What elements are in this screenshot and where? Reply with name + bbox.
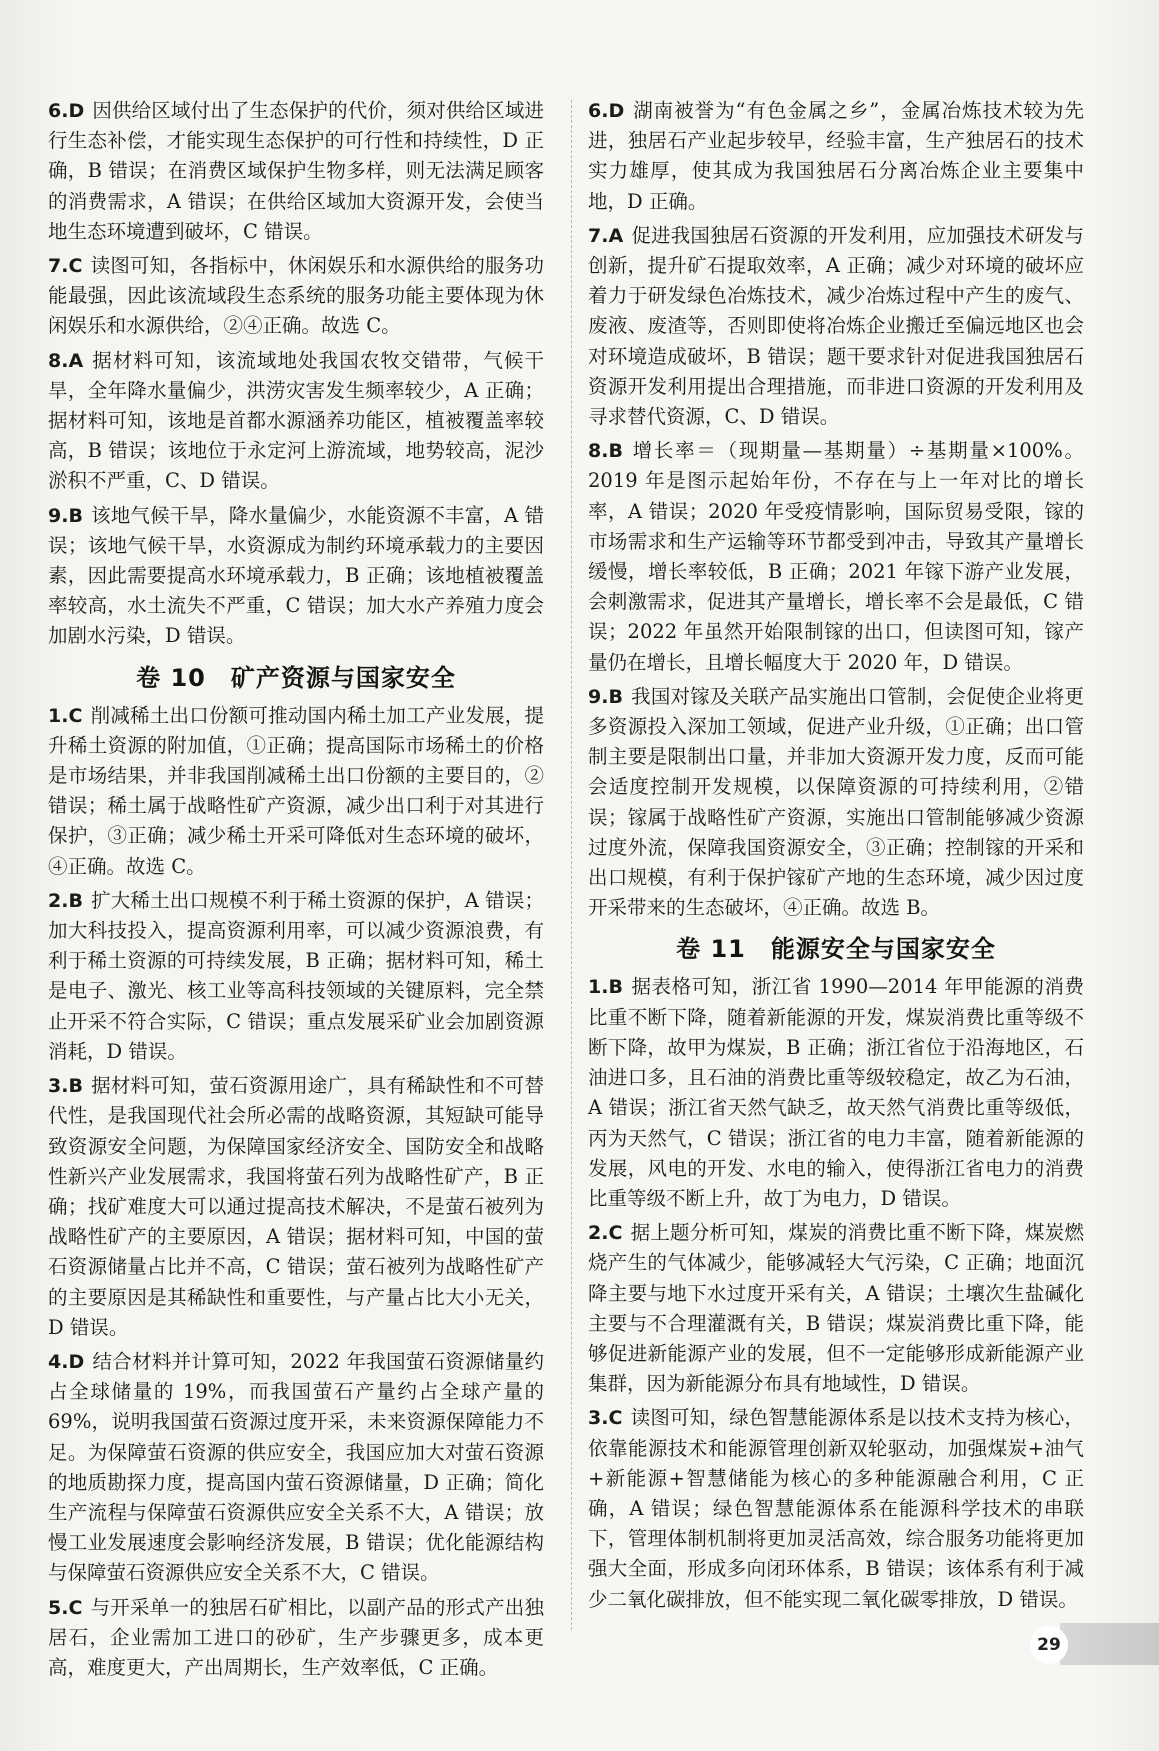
column-divider: [571, 100, 572, 1630]
answer-number: 3.C: [588, 1407, 623, 1430]
answer-number: 9.B: [588, 685, 623, 708]
answer-number: 4.D: [48, 1350, 85, 1373]
right-column: [588, 96, 1084, 1619]
answer-text: 据上题分析可知，煤炭的消费比重不断下降，煤炭燃烧产生的气体减少，能够减轻大气污染，C 正确；地面沉降主要与地下水过度开采有关，A 错误；土壤次生盐碱化主要与不合理灌溉有关，B 错误；煤炭消费比重下降，能够促进新能源产业的发展，但不一定能够形成新能源产业集群，因为新能源分布具有地域性，D 错误。: [588, 1221, 1084, 1396]
answer-item: [48, 346, 544, 497]
answer-item: [48, 251, 544, 342]
answer-text: 该地气候干旱，降水量偏少，水能资源不丰富，A 错误；该地气候干旱，水资源成为制约环境承载力的主要因素，因此需要提高水环境承载力，B 正确；该地植被覆盖率较高，水土流失不严重，C 错误；加大水产养殖力度会加剧水污染，D 错误。: [48, 503, 544, 648]
answer-number: 2.B: [48, 889, 83, 912]
answer-item: [48, 1071, 544, 1343]
page-number-bar: [1060, 1623, 1159, 1665]
answer-number: 8.B: [588, 440, 623, 463]
answer-text: 读图可知，各指标中，休闲娱乐和水源供给的服务功能最强，因此该流域段生态系统的服务功能主要体现为休闲娱乐和水源供给，②④正确。故选 C。: [48, 254, 544, 338]
answer-text: 促进我国独居石资源的开发利用，应加强技术研发与创新，提升矿石提取效率，A 正确；减少对环境的破坏应着力于研发绿色冶炼技术，减少冶炼过程中产生的废气、废液、废渣等，否则即使将冶炼企业搬迁至偏远地区也会对环境造成破坏，B 错误；题干要求针对促进我国独居石资源开发利用提出合理措施，而非进口资源的开发利用及寻求替代资源，C、D 错误。: [588, 223, 1084, 429]
answer-text: 读图可知，绿色智慧能源体系是以技术支持为核心，依靠能源技术和能源管理创新双轮驱动，加强煤炭+油气+新能源+智慧储能为核心的多种能源融合利用，C 正确，A 错误；绿色智慧能源体系在能源科学技术的串联下，管理体制机制将更加灵活高效，综合服务功能将更加强大全面，形成多向闭环体系，B 错误；该体系有利于减少二氧化碳排放，但不能实现二氧化碳零排放，D 错误。: [588, 1406, 1084, 1611]
answer-number: 6.D: [588, 100, 625, 122]
page-number: 29: [1030, 1626, 1068, 1664]
answer-number: 1.B: [588, 976, 623, 999]
answer-item: [588, 1218, 1084, 1399]
answer-number: 7.A: [588, 224, 624, 247]
answer-text: 我国对镓及关联产品实施出口管制，会促使企业将更多资源投入深加工领域，促进产业升级，①正确；出口管制主要是限制出口量，并非加大资源开发力度，反而可能会适度控制开发规模，以保障资源的可持续利用，②错误；镓属于战略性矿产资源，实施出口管制能够减少资源过度外流，保障我国资源安全，③正确；控制镓的开采和出口规模，有利于保护镓矿产地的生态环境，减少因过度开采带来的生态破坏，④正确。故选 B。: [588, 684, 1084, 920]
answer-text: 削减稀土出口份额可推动国内稀土加工产业发展，提升稀土资源的附加值，①正确；提高国际市场稀土的价格是市场结果，并非我国削减稀土出口份额的主要目的，②错误；稀土属于战略性矿产资源，减少出口利于对其进行保护，③正确；减少稀土开采可降低对生态环境的破坏，④正确。故选 C。: [48, 703, 544, 878]
answer-number: 1.C: [48, 704, 83, 727]
answer-item: [48, 501, 544, 652]
answer-item: [588, 221, 1084, 432]
answer-item: [48, 701, 544, 882]
answer-number: 3.B: [48, 1075, 83, 1098]
answer-item: [48, 96, 544, 247]
left-column: [48, 96, 544, 1687]
answer-text: 增长率＝（现期量—基期量）÷基期量×100%。2019 年是图示起始年份，不存在与上一年对比的增长率，A 错误；2020 年受疫情影响，国际贸易受限，镓的市场需求和生产运输等环节都受到冲击，导致其产量增长缓慢，增长率较低，B 正确；2021 年镓下游产业发展，会刺激需求，促进其产量增长，增长率不会是最低，C 错误；2022 年虽然开始限制镓的出口，但读图可知，镓产量仍在增长，且增长幅度大于 2020 年，D 错误。: [588, 439, 1084, 674]
answer-text: 因供给区域付出了生态保护的代价，须对供给区域进行生态补偿，才能实现生态保护的可行性和持续性，D 正确，B 错误；在消费区域保护生物多样，则无法满足顾客的消费需求，A 错误；在供给区域加大资源开发，会使当地生态环境遭到破坏，C 错误。: [48, 99, 544, 243]
answer-text: 据表格可知，浙江省 1990—2014 年甲能源的消费比重不断下降，随着新能源的开发，煤炭消费比重等级不断下降，故甲为煤炭，B 正确；浙江省位于沿海地区，石油进口多，且石油的消费比重等级较稳定，故乙为石油，A 错误；浙江省天然气缺乏，故天然气消费比重等级低，丙为天然气，C 错误；浙江省的电力丰富，随着新能源的发展，风电的开发、水电的输入，使得浙江省电力的消费比重等级不断上升，故丁为电力，D 错误。: [588, 975, 1084, 1210]
answer-text: 湖南被誉为“有色金属之乡”，金属冶炼技术较为先进，独居石产业起步较早，经验丰富，生产独居石的技术实力雄厚，使其成为我国独居石分离冶炼企业主要集中地，D 正确。: [588, 99, 1084, 213]
answer-text: 与开采单一的独居石矿相比，以副产品的形式产出独居石，企业需加工进口的砂矿，生产步骤更多，成本更高，难度更大，产出周期长，生产效率低，C 正确。: [48, 1595, 544, 1679]
answer-item: [588, 972, 1084, 1214]
answer-item: [588, 436, 1084, 678]
answer-text: 据材料可知，萤石资源用途广，具有稀缺性和不可替代性，是我国现代社会所必需的战略资源，其短缺可能导致资源安全问题，为保障国家经济安全、国防安全和战略性新兴产业发展需求，我国将萤石列为战略性矿产，B 正确；找矿难度大可以通过提高技术解决，不是萤石被列为战略性矿产的主要原因，A 错误；据材料可知，中国的萤石资源储量占比并不高，C 错误；萤石被列为战略性矿产的主要原因是其稀缺性和重要性，与产量占比大小无关，D 错误。: [48, 1074, 544, 1339]
answer-number: 8.A: [48, 349, 84, 372]
answer-text: 据材料可知，该流域地处我国农牧交错带，气候干旱，全年降水量偏少，洪涝灾害发生频率较少，A 正确；据材料可知，该地是首都水源涵养功能区，植被覆盖率较高，B 错误；该地位于永定河上游流域，地势较高，泥沙淤积不严重，C、D 错误。: [48, 348, 544, 493]
answer-item: [48, 1347, 544, 1589]
answer-number: 2.C: [588, 1222, 623, 1245]
answer-number: 5.C: [48, 1596, 83, 1619]
answer-number: 6.D: [48, 100, 85, 122]
answer-text: 结合材料并计算可知，2022 年我国萤石资源储量约占全球储量的 19%，而我国萤石产量约占全球产量的 69%，说明我国萤石资源过度开采，未来资源保障能力不足。为保障萤石资源的供应安全，我国应加大对萤石资源的地质勘探力度，提高国内萤石资源储量，D 正确；简化生产流程与保障萤石资源供应安全关系不大，A 错误；放慢工业发展速度会影响经济发展，B 错误；优化能源结构与保障萤石资源供应安全关系不大，C 错误。: [48, 1349, 544, 1585]
section-title: 卷 10 矿产资源与国家安全: [136, 663, 456, 692]
answer-item: [48, 1593, 544, 1684]
answer-item: [588, 1403, 1084, 1614]
answer-item: [588, 96, 1084, 217]
answer-number: 9.B: [48, 504, 83, 527]
answer-number: 7.C: [48, 255, 83, 278]
answer-item: [588, 682, 1084, 924]
section-title: 卷 11 能源安全与国家安全: [676, 935, 996, 964]
answer-text: 扩大稀土出口规模不利于稀土资源的保护，A 错误；加大科技投入，提高资源利用率，可以减少资源浪费，有利于稀土资源的可持续发展，B 正确；据材料可知，稀土是电子、激光、核工业等高科技领域的关键原料，完全禁止开采不符合实际，C 错误；重点发展采矿业会加剧资源消耗，D 错误。: [48, 888, 544, 1063]
answer-item: [48, 886, 544, 1067]
